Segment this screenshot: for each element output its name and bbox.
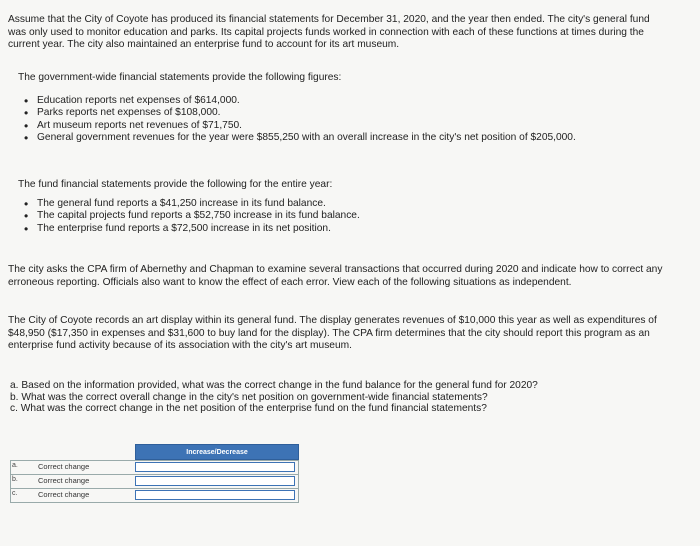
table-row (10, 475, 299, 489)
intro-paragraph: Assume that the City of Coyote has produced its financial statements for December 31, 2020, and the year then ended. The city's general fund was only used to monitor education and parks. Its capital projects funds worked in connection with each of these functions at times during the current year. The city also maintained an enterprise fund to account for its art museum. (8, 14, 650, 50)
answer-a-input[interactable] (135, 462, 295, 472)
table-row (10, 489, 299, 503)
question-item: c. What was the correct change in the net position of the enterprise fund on the fund financial statements? (10, 403, 487, 415)
cpa-paragraph: The city asks the CPA firm of Abernethy and Chapman to examine several transactions that occurred during 2020 and indicate how to correct any erroneous reporting. Officials also want to know the effect of each error. View each of the following situations as independent. (8, 264, 663, 288)
government-wide-lead: The government-wide financial statements provide the following figures: (18, 72, 342, 83)
question-item: b. What was the correct overall change in the city's net position on government-wide financial statements? (10, 391, 488, 403)
list-item: • General government revenues for the year were $855,250 with an overall increase in the city's net position of $205,000. (24, 132, 576, 144)
list-item: • Art museum reports net revenues of $71,750. (24, 120, 576, 132)
table-row (10, 461, 299, 475)
row-label: Correct change (38, 490, 90, 499)
question-list (10, 380, 538, 415)
row-label: Correct change (38, 476, 90, 485)
fund-statements-list (24, 198, 360, 235)
list-item: • Education reports net expenses of $614,000. (24, 95, 576, 107)
row-letter: a. (12, 462, 18, 469)
increase-decrease-header: Increase/Decrease (135, 444, 299, 460)
list-item: • The general fund reports a $41,250 increase in its fund balance. (24, 198, 360, 210)
row-letter: b. (12, 476, 18, 483)
answer-table (10, 444, 300, 506)
list-item: • The capital projects fund reports a $52,750 increase in its fund balance. (24, 210, 360, 222)
list-item: • Parks reports net expenses of $108,000. (24, 107, 576, 119)
art-display-paragraph: The City of Coyote records an art display within its general fund. The display generates revenues of $10,000 this year as well as expenditures of $48,950 ($17,350 in expenses and $31,600 to buy land for the display). The CPA firm determines that the city should report this program as an enterprise fund activity because of its association with the city's art museum. (8, 315, 657, 351)
answer-b-input[interactable] (135, 476, 295, 486)
answer-c-input[interactable] (135, 490, 295, 500)
list-item: • The enterprise fund reports a $72,500 increase in its net position. (24, 223, 360, 235)
government-wide-list (24, 95, 576, 145)
row-letter: c. (12, 490, 18, 497)
question-item: a. Based on the information provided, what was the correct change in the fund balance for the general fund for 2020? (10, 380, 538, 391)
answer-rows (10, 460, 299, 503)
fund-statements-lead: The fund financial statements provide the following for the entire year: (18, 179, 333, 190)
row-label: Correct change (38, 462, 90, 471)
